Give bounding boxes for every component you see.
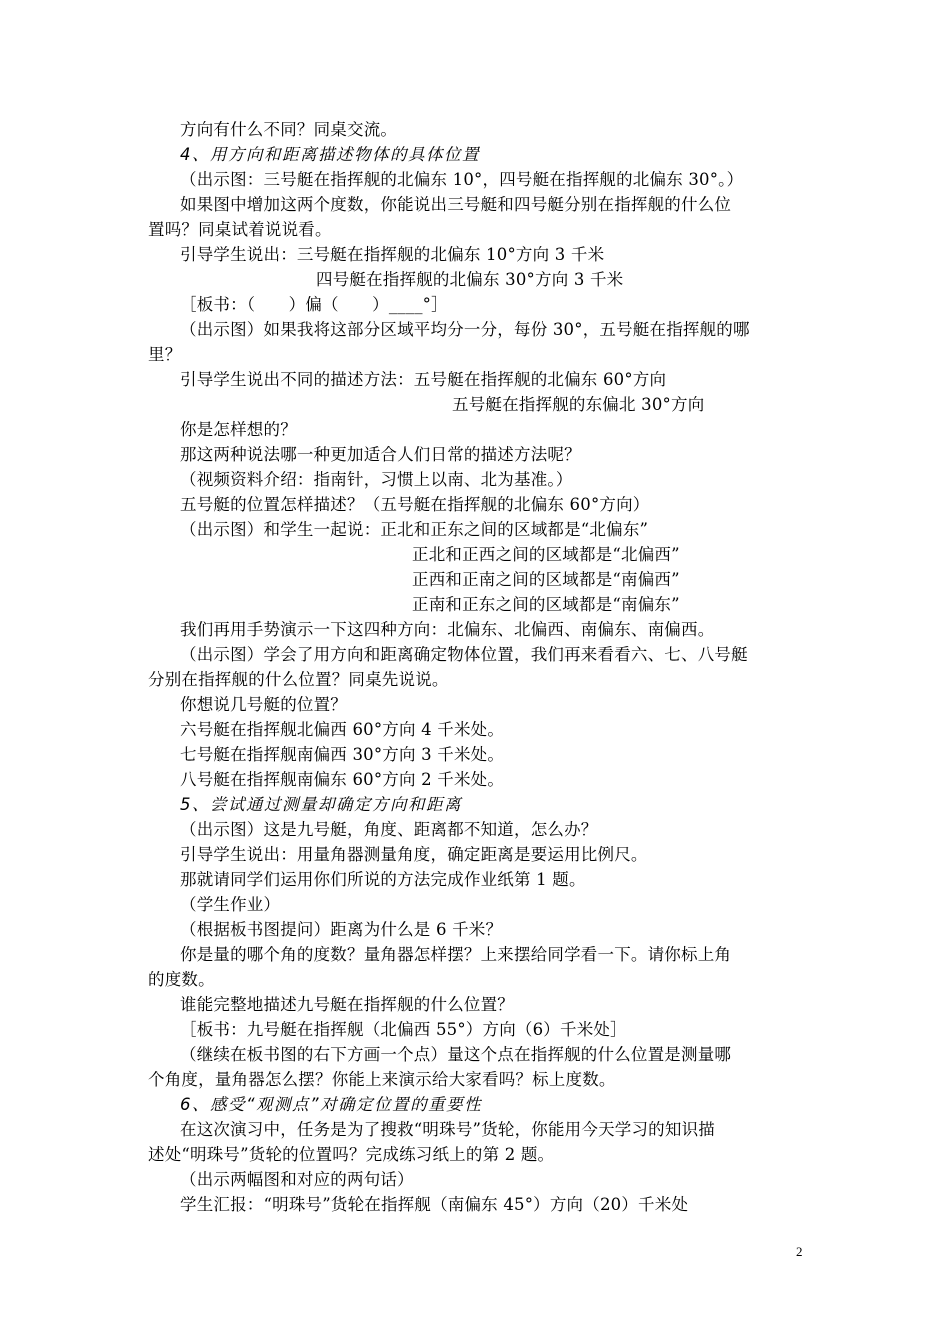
text-line: 分别在指挥舰的什么位置？同桌先说说。 [148, 670, 449, 689]
text-line: 述处“明珠号”货轮的位置吗？完成练习纸上的第 2 题。 [148, 1145, 555, 1164]
text-line: 你是量的哪个角的度数？量角器怎样摆？上来摆给同学看一下。请你标上角 [180, 945, 732, 964]
text-line: 正北和正西之间的区域都是“北偏西” [412, 545, 680, 564]
text-line: 六号艇在指挥舰北偏西 60°方向 4 千米处。 [180, 720, 505, 739]
text-line: 七号艇在指挥舰南偏西 30°方向 3 千米处。 [180, 745, 505, 764]
text-line: （出示图：三号艇在指挥舰的北偏东 10°，四号艇在指挥舰的北偏东 30°。） [180, 170, 744, 189]
text-line: 你想说几号艇的位置？ [180, 695, 347, 714]
section-heading: 6、感受“观测点”对确定位置的重要性 [180, 1095, 483, 1114]
text-line: （出示图）这是九号艇，角度、距离都不知道，怎么办？ [180, 820, 598, 839]
page-number: 2 [796, 1244, 803, 1259]
section-heading: 5、尝试通过测量却确定方向和距离 [180, 795, 462, 814]
text-line: （出示图）如果我将这部分区域平均分一分，每份 30°，五号艇在指挥舰的哪 [180, 320, 750, 339]
text-line: （出示两幅图和对应的两句话） [180, 1170, 414, 1189]
text-line: 五号艇在指挥舰的东偏北 30°方向 [452, 395, 705, 414]
text-line: 那这两种说法哪一种更加适合人们日常的描述方法呢？ [180, 445, 581, 464]
text-line: 置吗？同桌试着说说看。 [148, 220, 332, 239]
text-line: （出示图）学会了用方向和距离确定物体位置，我们再来看看六、七、八号艇 [180, 645, 748, 664]
text-line: 里？ [148, 345, 182, 364]
text-line: 我们再用手势演示一下这四种方向：北偏东、北偏西、南偏东、南偏西。 [180, 620, 715, 639]
text-line: （学生作业） [180, 895, 281, 914]
text-line: （根据板书图提问）距离为什么是 6 千米？ [180, 920, 503, 939]
text-line: 你是怎样想的？ [180, 420, 297, 439]
text-line: 五号艇的位置怎样描述？（五号艇在指挥舰的北偏东 60°方向） [180, 495, 650, 514]
section-heading: 4、用方向和距离描述物体的具体位置 [180, 145, 480, 164]
text-line: ［板书：（ ）偏（ ）____°］ [180, 295, 448, 314]
text-line: 八号艇在指挥舰南偏东 60°方向 2 千米处。 [180, 770, 505, 789]
text-line: 个角度，量角器怎么摆？你能上来演示给大家看吗？标上度数。 [148, 1070, 616, 1089]
text-line: 方向有什么不同？同桌交流。 [180, 120, 398, 139]
text-line: （出示图）和学生一起说：正北和正东之间的区域都是“北偏东” [180, 520, 649, 539]
text-line: 四号艇在指挥舰的北偏东 30°方向 3 千米 [316, 270, 624, 289]
text-line: 谁能完整地描述九号艇在指挥舰的什么位置？ [180, 995, 514, 1014]
text-line: 引导学生说出：用量角器测量角度，确定距离是要运用比例尺。 [180, 845, 648, 864]
text-line: 引导学生说出不同的描述方法：五号艇在指挥舰的北偏东 60°方向 [180, 370, 667, 389]
text-line: 正南和正东之间的区域都是“南偏东” [412, 595, 680, 614]
text-line: 的度数。 [148, 970, 215, 989]
text-line: （继续在板书图的右下方画一个点）量这个点在指挥舰的什么位置是测量哪 [180, 1045, 732, 1064]
text-line: （视频资料介绍：指南针，习惯上以南、北为基准。） [180, 470, 573, 489]
text-line: 引导学生说出：三号艇在指挥舰的北偏东 10°方向 3 千米 [180, 245, 605, 264]
text-line: 在这次演习中，任务是为了搜救“明珠号”货轮，你能用今天学习的知识描 [180, 1120, 715, 1139]
text-line: 学生汇报：“明珠号”货轮在指挥舰（南偏东 45°）方向（20）千米处 [180, 1195, 689, 1214]
text-line: 如果图中增加这两个度数，你能说出三号艇和四号艇分别在指挥舰的什么位 [180, 195, 732, 214]
text-line: ［板书：九号艇在指挥舰（北偏西 55°）方向（6）千米处］ [180, 1020, 627, 1039]
text-line: 正西和正南之间的区域都是“南偏西” [412, 570, 680, 589]
text-line: 那就请同学们运用你们所说的方法完成作业纸第 1 题。 [180, 870, 586, 889]
